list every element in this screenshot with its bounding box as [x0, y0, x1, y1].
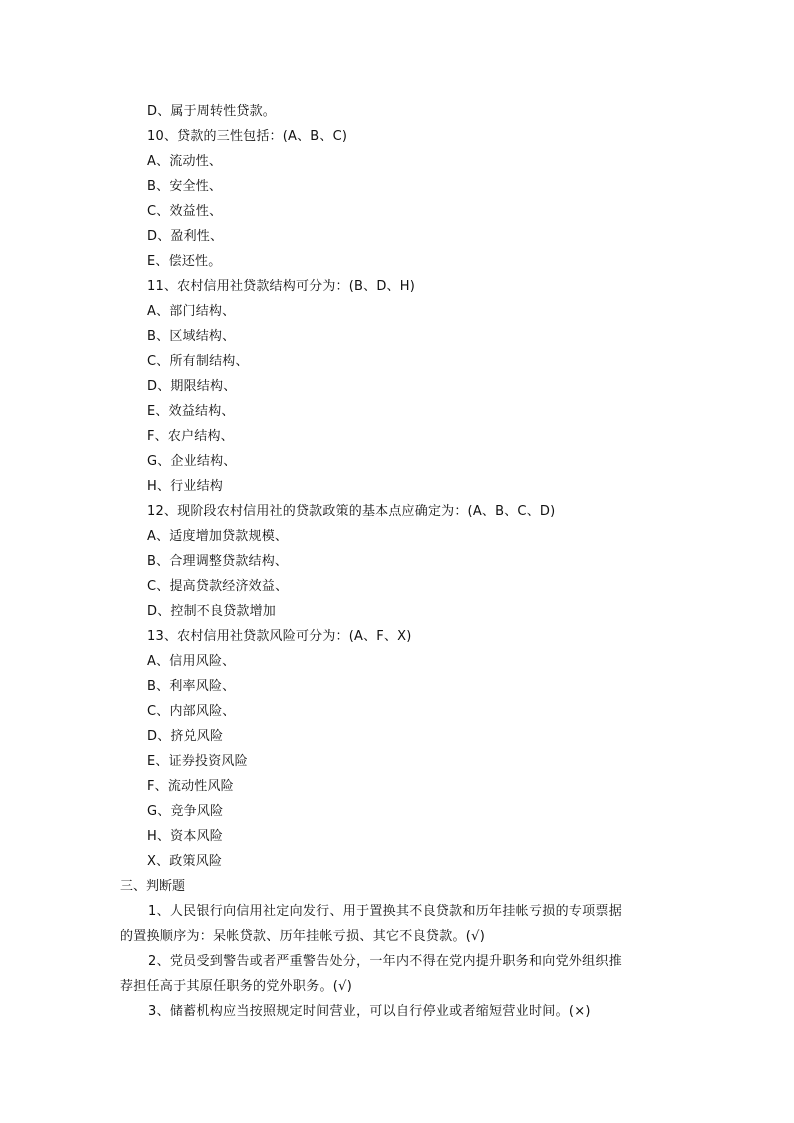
option-line: D、挤兑风险 [147, 729, 224, 744]
option-line: C、内部风险、 [147, 704, 236, 719]
option-line: D、期限结构、 [147, 379, 237, 394]
option-line: C、效益性、 [147, 204, 223, 219]
option-line: F、流动性风险 [147, 779, 234, 794]
option-line: B、区域结构、 [147, 329, 236, 344]
option-line: D、控制不良贷款增加 [147, 604, 277, 619]
option-line: B、利率风险、 [147, 679, 236, 694]
option-line: A、部门结构、 [147, 304, 236, 319]
option-line: B、合理调整贷款结构、 [147, 554, 289, 569]
judgment-item: 1、人民银行向信用社定向发行、用于置换其不良贷款和历年挂帐亏损的专项票据的置换顺序为：呆帐贷款、历年挂帐亏损、其它不良贷款。(√) [120, 904, 623, 944]
answer-line: D、属于周转性贷款。 [147, 104, 277, 119]
option-line: D、盈利性、 [147, 229, 224, 244]
option-line: G、竞争风险 [147, 804, 224, 819]
question-line: 11、农村信用社贷款结构可分为：(B、D、H) [147, 279, 415, 294]
option-line: E、偿还性。 [147, 254, 222, 269]
option-line: C、提高贷款经济效益、 [147, 579, 289, 594]
judgment-item: 2、党员受到警告或者严重警告处分，一年内不得在党内提升职务和向党外组织推荐担任高于其原任职务的党外职务。(√) [120, 954, 623, 994]
option-line: X、政策风险 [147, 854, 223, 869]
question-line: 10、贷款的三性包括：(A、B、C) [147, 129, 348, 144]
option-line: C、所有制结构、 [147, 354, 249, 369]
option-line: E、效益结构、 [147, 404, 235, 419]
option-line: E、证券投资风险 [147, 754, 248, 769]
option-line: H、资本风险 [147, 829, 223, 844]
option-line: B、安全性、 [147, 179, 223, 194]
option-line: A、适度增加贷款规模、 [147, 529, 289, 544]
question-line: 13、农村信用社贷款风险可分为：(A、F、X) [147, 629, 412, 644]
option-line: A、流动性、 [147, 154, 223, 169]
option-line: F、农户结构、 [147, 429, 234, 444]
judgment-item: 3、储蓄机构应当按照规定时间营业，可以自行停业或者缩短营业时间。(×) [148, 1004, 591, 1019]
option-line: H、行业结构 [147, 479, 223, 494]
section-title: 三、判断题 [120, 879, 186, 894]
question-line: 12、现阶段农村信用社的贷款政策的基本点应确定为：(A、B、C、D) [147, 504, 556, 519]
option-line: A、信用风险、 [147, 654, 236, 669]
option-line: G、企业结构、 [147, 454, 237, 469]
